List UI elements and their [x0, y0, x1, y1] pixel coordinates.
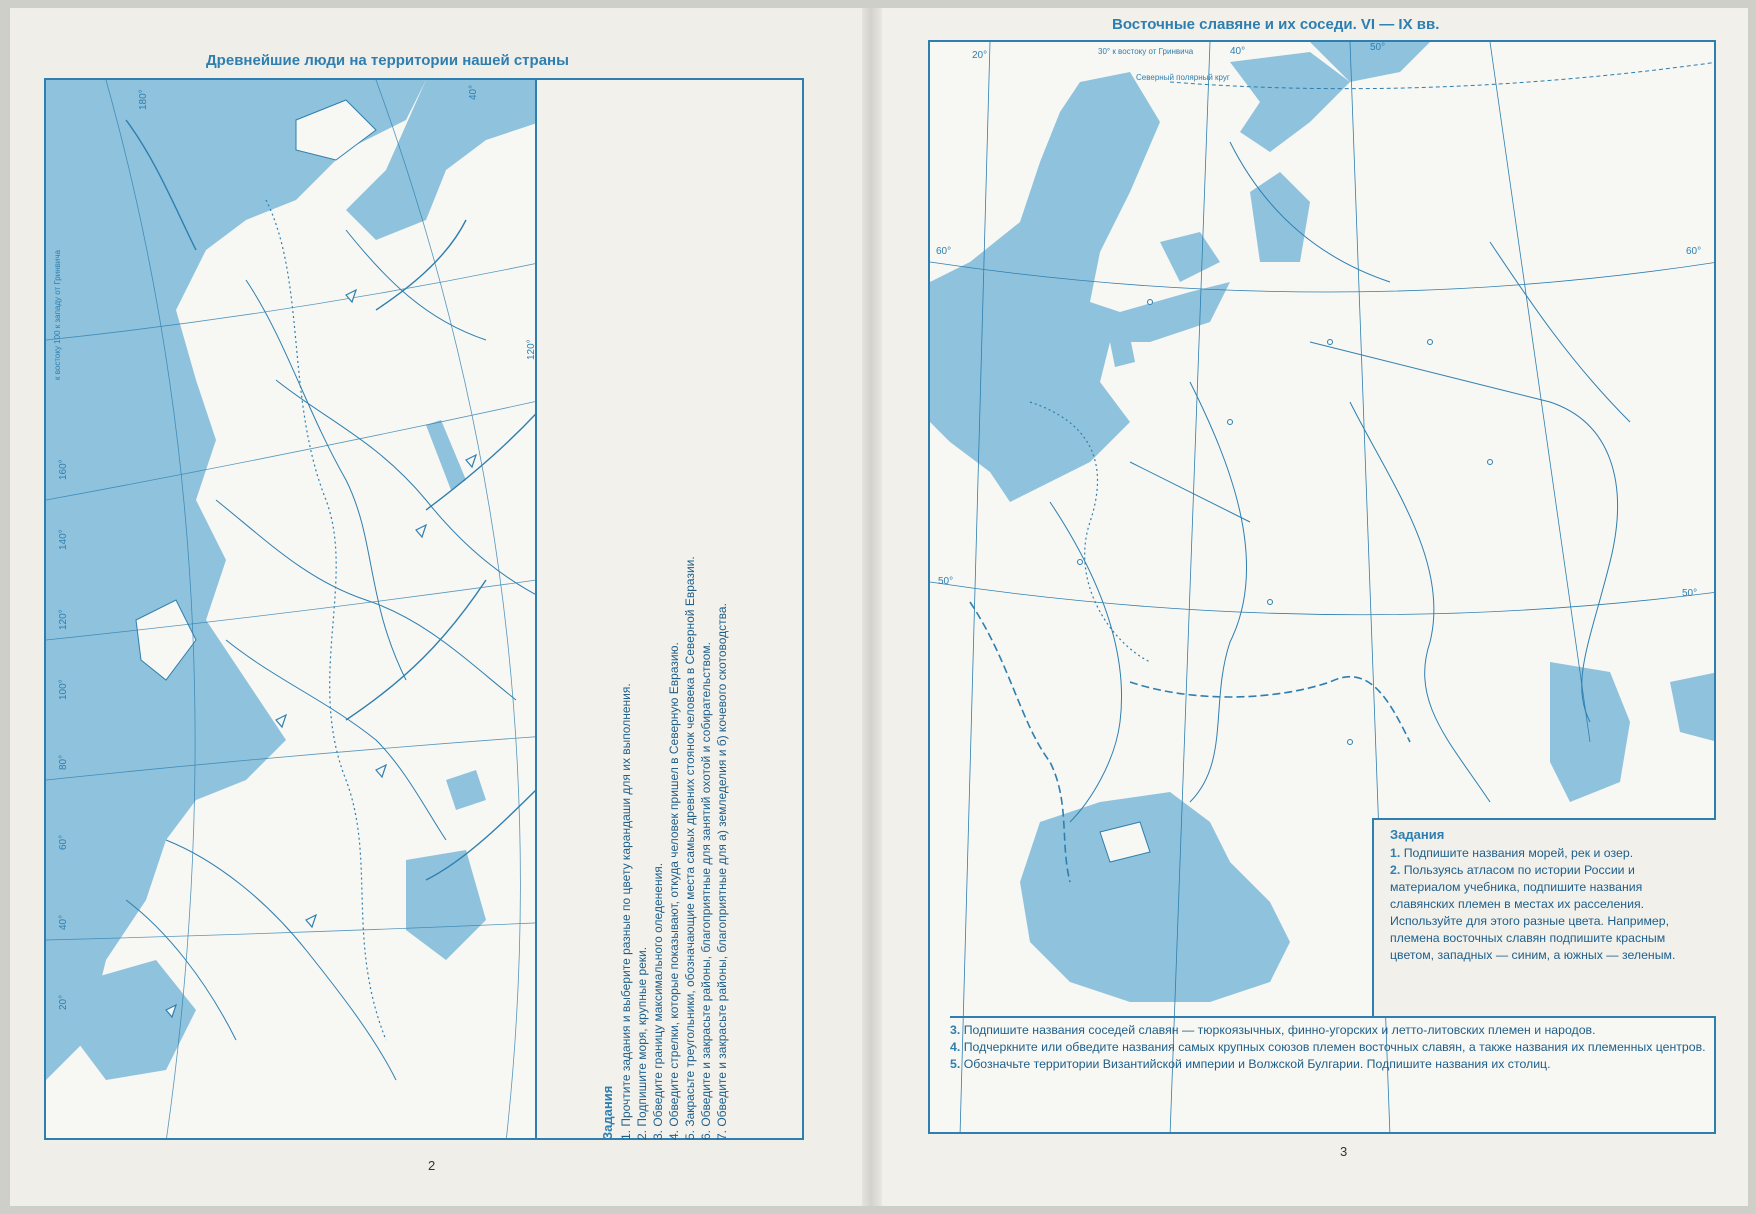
greenwich-note: к востоку 100 к западу от Гринвича	[53, 250, 62, 380]
site-triangle-2	[466, 455, 476, 467]
river-dnieper	[1190, 382, 1247, 802]
lat-label-50-right: 50°	[1682, 588, 1698, 599]
lat-label-50-left: 50°	[938, 576, 954, 587]
left-task-4: 4. Обведите стрелки, которые показывают, откуда человек пришел в Северную Евразию.	[667, 642, 681, 1140]
border-dashed-2	[1130, 677, 1410, 742]
right-task-5	[950, 1056, 1716, 1073]
lake-baikal	[426, 420, 466, 490]
lon-label-60: 60°	[58, 834, 69, 850]
site-triangle-1	[346, 290, 356, 302]
left-task-7: 7. Обведите и закрасьте районы, благоприятные для а) земледелия и б) кочевого скотоводства.	[715, 603, 729, 1140]
river-volga	[1310, 342, 1618, 722]
right-task-2-number: 2.	[1390, 863, 1401, 877]
left-task-6: 6. Обведите и закрасьте районы, благоприятные для занятий охотой и собирательством.	[699, 642, 713, 1140]
arctic-circle-label: Северный полярный круг	[1136, 73, 1230, 82]
lon-label-80: 80°	[58, 754, 69, 770]
city-dot-8	[1078, 560, 1083, 565]
city-dot-4	[1328, 340, 1333, 345]
lon-label-40-top: 40°	[468, 84, 479, 100]
right-task-4-text: Подчеркните или обведите названия самых крупных союзов племен восточных славян, а также названия их племенных центров.	[963, 1040, 1706, 1054]
lat-label-60-left: 60°	[936, 246, 952, 257]
right-task-1	[1390, 845, 1706, 862]
city-dot-7	[1348, 740, 1353, 745]
black-sea	[76, 960, 196, 1080]
river-5	[166, 840, 396, 1080]
lon-label-20: 20°	[58, 994, 69, 1010]
site-triangle-4	[276, 715, 286, 727]
lon-label-120: 120°	[58, 609, 69, 630]
white-sea	[1230, 52, 1350, 152]
right-task-3-text: Подпишите названия соседей славян — тюркоязычных, финно-угорских и летто-литовских племен и народов.	[963, 1023, 1596, 1037]
lake-ladoga	[1160, 232, 1220, 282]
left-page-title: Древнейшие люди на территории нашей страны	[206, 52, 569, 69]
glaciation-line	[266, 200, 386, 1040]
lon-label-50-top: 50°	[1370, 42, 1386, 53]
lon-label-160: 160°	[58, 459, 69, 480]
river-1	[246, 280, 406, 680]
right-page-number: 3	[1340, 1144, 1348, 1159]
baltic-area	[76, 760, 176, 880]
meridian-20	[960, 42, 990, 1134]
black-sea	[1020, 792, 1290, 1002]
lon-label-20: 20°	[972, 50, 988, 61]
aral-sea	[446, 770, 486, 810]
greenwich-label: 30° к востоку от Гринвича	[1098, 47, 1194, 56]
river-7	[346, 230, 486, 340]
city-dot-1	[1148, 300, 1153, 305]
meridian-50	[1490, 42, 1590, 742]
arrow-1	[346, 580, 486, 720]
book-spine	[862, 8, 882, 1206]
right-task-5-number: 5.	[950, 1057, 961, 1071]
city-dot-2	[1228, 420, 1233, 425]
right-task-2-text: Пользуясь атласом по истории России и материалом учебника, подпишите названия славянских племен в местах их расселения. Используйте для этого разные цвета. Например, племена восточных славян подпишите красным цветом, западных — синим, а южных — зеленым.	[1390, 863, 1676, 962]
left-task-1: 1. Прочтите задания и выберите разные по цвету карандаши для их выполнения.	[619, 683, 633, 1140]
river-don	[1350, 402, 1490, 802]
left-tasks	[600, 480, 750, 1140]
right-task-2	[1390, 862, 1706, 964]
city-dot-5	[1428, 340, 1433, 345]
lon-label-140: 140°	[58, 529, 69, 550]
right-task-3	[950, 1022, 1716, 1039]
lat-label-60-right: 60°	[1686, 246, 1702, 257]
site-triangle-6	[306, 915, 316, 927]
right-task-4-number: 4.	[950, 1040, 961, 1054]
left-tasks-heading: Задания	[600, 1085, 615, 1140]
right-task-5-text: Обозначьте территории Византийской империи и Волжской Булгарии. Подпишите названия их столиц.	[963, 1057, 1551, 1071]
left-page-number: 2	[428, 1158, 436, 1173]
lon-label-100: 100°	[58, 679, 69, 700]
river-dniester	[1050, 502, 1122, 822]
site-triangle-3	[416, 525, 426, 537]
right-task-3-number: 3.	[950, 1023, 961, 1037]
left-task-5: 5. Закрасьте треугольники, обозначающие места самых древних стоянок человека в Северной Евразии.	[683, 556, 697, 1140]
caspian-sea	[406, 850, 486, 960]
river-pripyat	[1130, 462, 1250, 522]
aral-sea	[1670, 672, 1716, 742]
city-dot-3	[1268, 600, 1273, 605]
right-task-4	[950, 1039, 1716, 1056]
lake-onega	[1250, 172, 1310, 262]
right-tasks-box	[1372, 818, 1716, 1018]
right-tasks-heading: Задания	[1390, 827, 1445, 842]
right-page-title: Восточные славяне и их соседи. VI — IX вв.	[1112, 16, 1440, 33]
lon-label-180: 180°	[138, 89, 149, 110]
caspian-sea	[1550, 662, 1630, 802]
left-task-3: 3. Обведите границу максимального оледенения.	[651, 862, 665, 1140]
right-task-1-text: Подпишите названия морей, рек и озер.	[1403, 846, 1634, 860]
parallel-2	[376, 80, 520, 1140]
site-triangle-5	[376, 765, 386, 777]
lon-label-40: 40°	[1230, 46, 1246, 57]
city-dot-6	[1488, 460, 1493, 465]
left-task-2: 2. Подпишите моря, крупные реки.	[635, 946, 649, 1140]
parallel-50	[930, 582, 1716, 615]
river-kama	[1490, 242, 1630, 422]
right-tasks-wide	[950, 1016, 1716, 1073]
river-2	[276, 380, 546, 600]
river-3	[216, 500, 516, 700]
baltic-sea	[930, 72, 1230, 502]
right-task-1-number: 1.	[1390, 846, 1401, 860]
lon-label-40: 40°	[58, 914, 69, 930]
lon-label-120-right: 120°	[526, 339, 537, 360]
